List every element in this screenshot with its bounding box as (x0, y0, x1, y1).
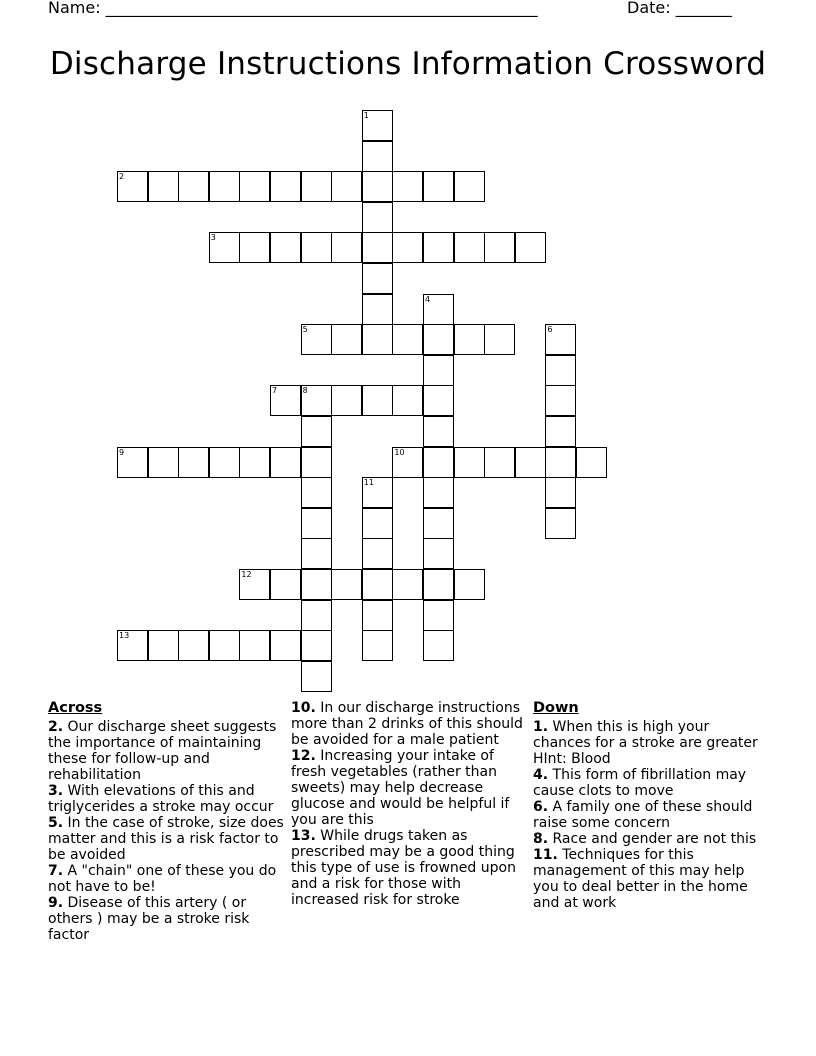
crossword-cell[interactable] (454, 171, 485, 202)
clue-across-12 (291, 748, 527, 828)
clue-number: 4. (533, 767, 549, 783)
crossword-cell[interactable] (423, 538, 454, 569)
crossword-cell[interactable] (423, 477, 454, 508)
crossword-cell[interactable] (515, 447, 546, 478)
crossword-cell[interactable] (392, 569, 423, 600)
crossword-cell[interactable] (392, 232, 423, 263)
clue-text: In our discharge instructions more than 2 drinks of this should be avoided for a male patient (291, 700, 523, 748)
crossword-cell[interactable] (301, 385, 332, 416)
crossword-cell[interactable] (545, 385, 576, 416)
crossword-cell[interactable] (301, 600, 332, 631)
crossword-cell[interactable] (392, 324, 423, 355)
crossword-cell[interactable] (392, 447, 423, 478)
crossword-cell[interactable] (362, 569, 393, 600)
crossword-cell[interactable] (331, 385, 362, 416)
crossword-cell[interactable] (454, 232, 485, 263)
clue-text: With elevations of this and triglycerides a stroke may occur (48, 783, 274, 815)
crossword-cell[interactable] (545, 508, 576, 539)
crossword-cell[interactable] (362, 110, 393, 141)
clue-number-label: 7 (272, 386, 278, 396)
crossword-cell[interactable] (545, 477, 576, 508)
crossword-cell[interactable] (301, 569, 332, 600)
crossword-cell[interactable] (178, 447, 209, 478)
crossword-cell[interactable] (392, 171, 423, 202)
crossword-cell[interactable] (576, 447, 607, 478)
crossword-cell[interactable] (301, 661, 332, 692)
crossword-cell[interactable] (362, 263, 393, 294)
crossword-cell[interactable] (423, 324, 454, 355)
crossword-cell[interactable] (209, 171, 240, 202)
clue-number-label: 10 (394, 447, 405, 457)
crossword-cell[interactable] (148, 447, 179, 478)
down-heading: Down (533, 700, 579, 716)
crossword-cell[interactable] (362, 600, 393, 631)
crossword-cell[interactable] (423, 171, 454, 202)
crossword-cell[interactable] (148, 630, 179, 661)
clue-down-6 (533, 799, 765, 831)
clue-number: 10. (291, 700, 316, 716)
crossword-cell[interactable] (423, 385, 454, 416)
clue-number: 6. (533, 799, 549, 815)
crossword-cell[interactable] (423, 508, 454, 539)
crossword-cell[interactable] (301, 508, 332, 539)
clue-number-label: 5 (302, 325, 308, 335)
crossword-cell[interactable] (209, 630, 240, 661)
clue-number: 3. (48, 783, 64, 799)
clue-number: 7. (48, 863, 64, 879)
crossword-cell[interactable] (331, 569, 362, 600)
crossword-cell[interactable] (239, 630, 270, 661)
crossword-cell[interactable] (301, 232, 332, 263)
clue-number: 8. (533, 831, 549, 847)
clue-across-7 (48, 863, 286, 895)
clue-number: 5. (48, 815, 64, 831)
clue-text: Techniques for this management of this may help you to deal better in the home and at work (533, 847, 748, 911)
crossword-cell[interactable] (331, 232, 362, 263)
crossword-cell[interactable] (423, 294, 454, 325)
across-heading: Across (48, 700, 103, 716)
crossword-cell[interactable] (331, 171, 362, 202)
crossword-cell[interactable] (423, 416, 454, 447)
crossword-cell[interactable] (484, 324, 515, 355)
crossword-cell[interactable] (423, 447, 454, 478)
clue-number: 11. (533, 847, 558, 863)
crossword-cell[interactable] (545, 416, 576, 447)
crossword-cell[interactable] (484, 447, 515, 478)
crossword-cell[interactable] (423, 600, 454, 631)
clue-text: A "chain" one of these you do not have to be! (48, 863, 277, 895)
clue-number: 9. (48, 895, 64, 911)
crossword-cell[interactable] (270, 171, 301, 202)
clue-number: 13. (291, 828, 316, 844)
name-field-label: Name: ______________________________________________________ (48, 0, 538, 17)
crossword-cell[interactable] (484, 232, 515, 263)
crossword-cell[interactable] (423, 569, 454, 600)
crossword-cell[interactable] (423, 232, 454, 263)
crossword-cell[interactable] (362, 538, 393, 569)
crossword-cell[interactable] (148, 171, 179, 202)
clue-across-5 (48, 815, 286, 863)
crossword-cell[interactable] (239, 171, 270, 202)
clue-number: 2. (48, 719, 64, 735)
clue-text: A family one of these should raise some concern (533, 799, 753, 831)
clue-text: Our discharge sheet suggests the importance of maintaining these for follow-up and rehabilitation (48, 719, 277, 783)
crossword-cell[interactable] (178, 171, 209, 202)
clue-across-2 (48, 719, 286, 783)
clue-text: When this is high your chances for a stroke are greater HInt: Blood (533, 719, 758, 767)
crossword-cell[interactable] (331, 324, 362, 355)
clue-text: In the case of stroke, size does matter and this is a risk factor to be avoided (48, 815, 284, 863)
clue-number-label: 9 (119, 447, 125, 457)
crossword-cell[interactable] (178, 630, 209, 661)
date-field-label: Date: _______ (627, 0, 732, 17)
crossword-cell[interactable] (362, 508, 393, 539)
crossword-cell[interactable] (301, 447, 332, 478)
crossword-cell[interactable] (117, 171, 148, 202)
crossword-cell[interactable] (117, 447, 148, 478)
crossword-cell[interactable] (117, 630, 148, 661)
crossword-cell[interactable] (301, 324, 332, 355)
clues-down-column (533, 700, 765, 911)
clue-number-label: 3 (210, 233, 216, 243)
crossword-cell[interactable] (209, 447, 240, 478)
clue-across-10 (291, 700, 527, 748)
crossword-cell[interactable] (392, 385, 423, 416)
crossword-cell[interactable] (362, 385, 393, 416)
crossword-cell[interactable] (362, 477, 393, 508)
crossword-cell[interactable] (301, 538, 332, 569)
crossword-cell[interactable] (301, 171, 332, 202)
crossword-cell[interactable] (270, 232, 301, 263)
clue-text: Increasing your intake of fresh vegetables (rather than sweets) may help decrease glucose and would be helpful if you are this (291, 748, 510, 828)
clue-down-1 (533, 719, 765, 767)
clue-number-label: 11 (363, 478, 374, 488)
crossword-cell[interactable] (423, 630, 454, 661)
crossword-cell[interactable] (301, 630, 332, 661)
crossword-cell[interactable] (270, 569, 301, 600)
crossword-cell[interactable] (362, 202, 393, 233)
crossword-cell[interactable] (454, 324, 485, 355)
clue-down-11 (533, 847, 765, 911)
clue-text: While drugs taken as prescribed may be a good thing this type of use is frowned upon and a risk for those with increased risk for stroke (291, 828, 516, 908)
crossword-cell[interactable] (545, 447, 576, 478)
clue-down-8 (533, 831, 765, 847)
crossword-cell[interactable] (423, 355, 454, 386)
clue-number-label: 6 (547, 325, 553, 335)
clue-text: Race and gender are not this (552, 831, 757, 847)
crossword-cell[interactable] (545, 355, 576, 386)
clue-down-4 (533, 767, 765, 799)
clue-number-label: 13 (119, 631, 130, 641)
clue-number-label: 1 (363, 111, 369, 120)
crossword-cell[interactable] (454, 447, 485, 478)
crossword-cell[interactable] (362, 171, 393, 202)
crossword-cell[interactable] (270, 447, 301, 478)
crossword-cell[interactable] (362, 232, 393, 263)
clue-text: This form of fibrillation may cause clots to move (533, 767, 747, 799)
clue-across-3 (48, 783, 286, 815)
crossword-cell[interactable] (270, 385, 301, 416)
crossword-cell[interactable] (362, 324, 393, 355)
clue-number-label: 12 (241, 570, 252, 579)
crossword-cell[interactable] (209, 232, 240, 263)
crossword-cell[interactable] (270, 630, 301, 661)
clue-number: 1. (533, 719, 549, 735)
clue-number: 12. (291, 748, 316, 764)
clue-across-13 (291, 828, 527, 908)
crossword-cell[interactable] (301, 416, 332, 447)
crossword-cell[interactable] (362, 294, 393, 325)
crossword-cell[interactable] (301, 477, 332, 508)
clue-text: Disease of this artery ( or others ) may be a stroke risk factor (48, 895, 250, 943)
crossword-cell[interactable] (362, 141, 393, 172)
crossword-cell[interactable] (362, 630, 393, 661)
crossword-cell[interactable] (545, 324, 576, 355)
crossword-cell[interactable] (239, 232, 270, 263)
clue-number-label: 4 (425, 294, 431, 304)
crossword-cell[interactable] (239, 447, 270, 478)
crossword-cell[interactable] (454, 569, 485, 600)
clues-across-column (48, 700, 286, 943)
clue-number-label: 8 (302, 386, 308, 396)
page-title: Discharge Instructions Information Crossword (49, 46, 767, 82)
crossword-cell[interactable] (515, 232, 546, 263)
crossword-cell[interactable] (239, 569, 270, 600)
clue-across-9 (48, 895, 286, 943)
clue-number-label: 2 (119, 172, 125, 182)
clues-across-continued-column (291, 700, 527, 908)
